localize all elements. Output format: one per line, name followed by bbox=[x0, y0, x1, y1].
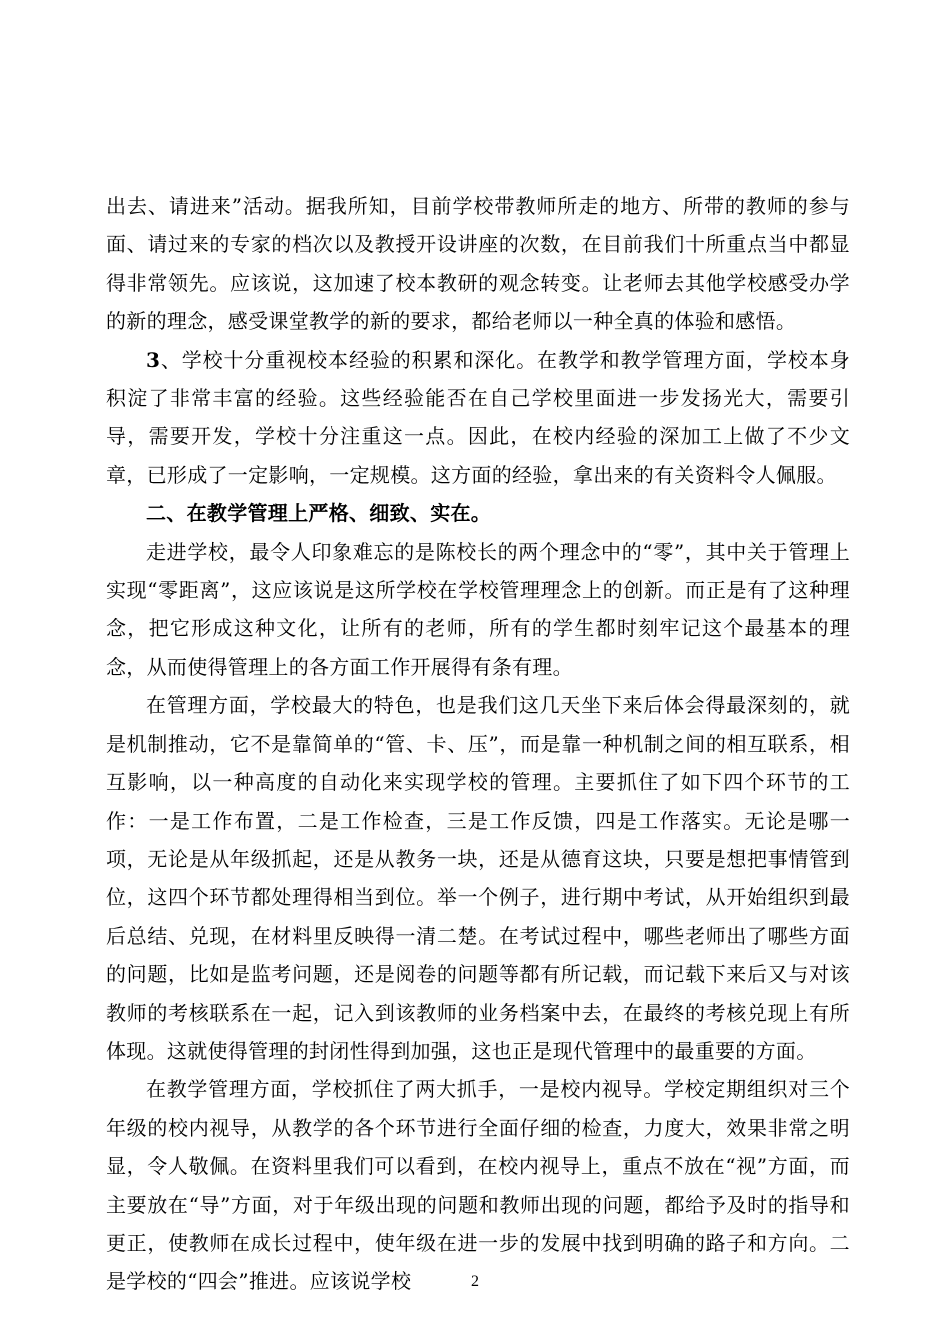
paragraph-5: 在教学管理方面，学校抓住了两大抓手，一是校内视导。学校定期组织对三个年级的校内视导，从教学的各个环节进行全面仔细的检查，力度大，效果非常之明显，令人敬佩。在资料里我们可以看到，在校内视导上，重点不放在“视”方面，而主要放在“导”方面，对于年级出现的问题和教师出现的问题，都给予及时的指导和更正，使教师在成长过程中，使年级在进一步的发展中找到明确的路子和方向。二是学校的“四会”推进。应该说学校 bbox=[106, 1077, 850, 1294]
paragraph-2-text: 、学校十分重视校本经验的积累和深化。在教学和教学管理方面，学校本身积淀了非常丰富的经验。这些经验能否在自己学校里面进一步发扬光大，需要引导，需要开发，学校十分注重这一点。因此，在校内经验的深加工上做了不少文章，已形成了一定影响，一定规模。这方面的经验，拿出来的有关资料令人佩服。 bbox=[106, 347, 850, 487]
paragraph-2-number: 3 bbox=[146, 347, 161, 372]
paragraph-4: 在管理方面，学校最大的特色，也是我们这几天坐下来后体会得最深刻的，就是机制推动，它不是靠简单的“管、卡、压”，而是靠一种机制之间的相互联系，相互影响，以一种高度的自动化来实现学校的管理。主要抓住了如下四个环节的工作：一是工作布置，二是工作检查，三是工作反馈，四是工作落实。无论是哪一项，无论是从年级抓起，还是从教务一块，还是从德育这块，只要是想把事情管到位，这四个环节都处理得相当到位。举一个例子，进行期中考试，从开始组织到最后总结、兑现，在材料里反映得一清二楚。在考试过程中，哪些老师出了哪些方面的问题，比如是监考问题，还是阅卷的问题等都有所记载，而记载下来后又与对该教师的考核联系在一起，记入到该教师的业务档案中去，在最终的考核兑现上有所体现。这就使得管理的封闭性得到加强，这也正是现代管理中的最重要的方面。 bbox=[106, 693, 850, 1063]
document-body bbox=[106, 187, 850, 1301]
section-heading: 二、在教学管理上严格、细致、实在。 bbox=[146, 501, 492, 526]
paragraph-2 bbox=[106, 341, 850, 495]
paragraph-3: 走进学校，最令人印象难忘的是陈校长的两个理念中的“零”，其中关于管理上实现“零距离”，这应该说是这所学校在学校管理理念上的创新。而正是有了这种理念，把它形成这种文化，让所有的老师，所有的学生都时刻牢记这个最基本的理念，从而使得管理上的各方面工作开展得有条有理。 bbox=[106, 539, 850, 679]
paragraph-1: 出去、请进来”活动。据我所知，目前学校带教师所走的地方、所带的教师的参与面、请过来的专家的档次以及教授开设讲座的次数，在目前我们十所重点当中都显得非常领先。应该说，这加速了校本教研的观念转变。让老师去其他学校感受办学的新的理念，感受课堂教学的新的要求，都给老师以一种全真的体验和感悟。 bbox=[106, 194, 850, 334]
page-number: 2 bbox=[471, 1273, 479, 1290]
